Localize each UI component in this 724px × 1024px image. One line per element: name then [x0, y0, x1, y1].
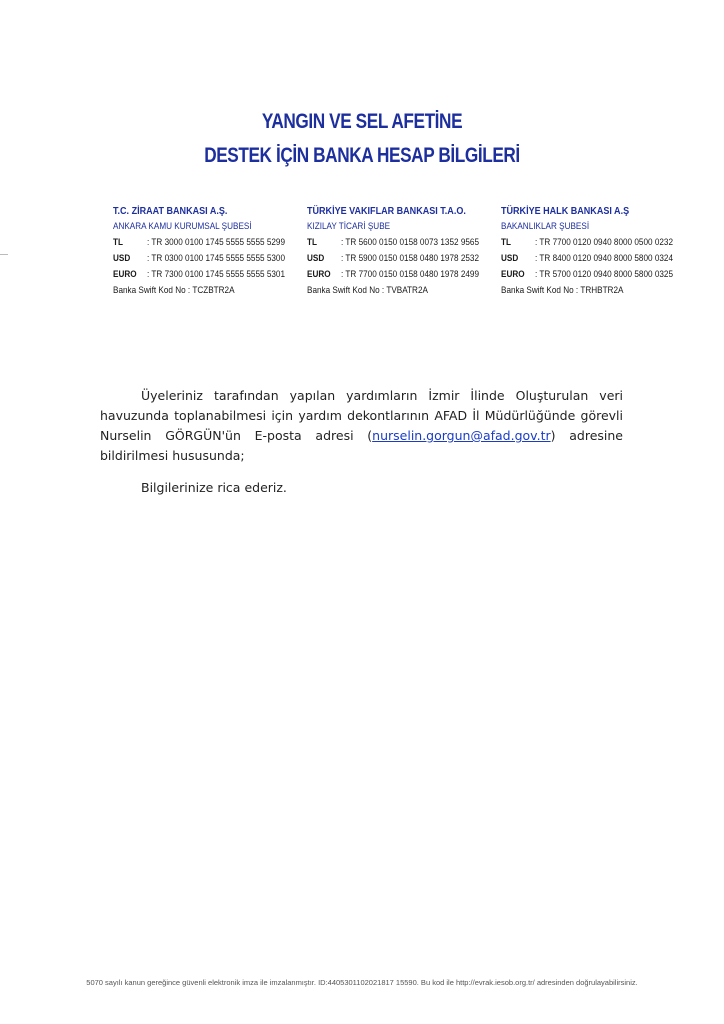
currency-label: TL	[113, 237, 123, 248]
paragraph-text-before-link: Üyeleriniz tarafından yapılan yardımların İzmir İlinde Oluşturulan veri havuzunda toplanabilmesi için yardım dekontlarının AFAD İl Müdürlüğünde görevli Nurselin GÖRGÜN'ün E-posta adresi (	[100, 388, 623, 443]
account-row-usd	[501, 251, 673, 267]
page-title-line-2: DESTEK İÇİN BANKA HESAP BİLGİLERİ	[204, 144, 520, 167]
currency-label: TL	[307, 237, 317, 248]
account-row-tl	[307, 235, 479, 251]
bank-branch: BAKANLIKLAR ŞUBESİ	[501, 221, 590, 232]
account-row-usd	[307, 251, 479, 267]
page-title-line-1: YANGIN VE SEL AFETİNE	[261, 110, 463, 133]
bank-name: TÜRKİYE VAKIFLAR BANKASI T.A.O.	[307, 205, 466, 217]
iban-value: : TR 7700 0120 0940 8000 0500 0232	[535, 237, 673, 248]
bank-block-vakiflar	[307, 203, 479, 299]
bank-block-halk	[501, 203, 673, 299]
iban-value: : TR 7700 0150 0158 0480 1978 2499	[341, 269, 479, 280]
iban-value: : TR 3000 0100 1745 5555 5555 5299	[147, 237, 285, 248]
swift-code: Banka Swift Kod No : TCZBTR2A	[113, 285, 235, 296]
swift-code: Banka Swift Kod No : TVBATR2A	[307, 285, 428, 296]
paragraph-text	[100, 386, 623, 466]
account-row-euro	[501, 267, 673, 283]
bank-branch: KIZILAY TİCARİ ŞUBE	[307, 221, 391, 232]
account-row-euro	[307, 267, 479, 283]
paragraph-text-after-link: ) adresine bildirilmesi hususunda;	[100, 428, 623, 463]
e-signature-footer: 5070 sayılı kanun gereğince güvenli elektronik imza ile imzalanmıştır. ID:4405301102021817 15590. Bu kod ile http://evrak.iesob.org.tr/ adresinden doğrulayabilirsiniz.	[86, 978, 638, 987]
bank-branch: ANKARA KAMU KURUMSAL ŞUBESİ	[113, 221, 252, 232]
currency-label: EURO	[307, 269, 331, 280]
account-row-euro	[113, 267, 285, 283]
iban-value: : TR 5600 0150 0158 0073 1352 9565	[341, 237, 479, 248]
email-link[interactable]: nurselin.gorgun@afad.gov.tr	[372, 428, 551, 443]
closing-paragraph: Bilgilerinize rica ederiz.	[141, 480, 287, 495]
currency-label: USD	[113, 253, 131, 264]
account-row-tl	[113, 235, 285, 251]
iban-value: : TR 5900 0150 0158 0480 1978 2532	[341, 253, 479, 264]
account-row-usd	[113, 251, 285, 267]
body-paragraph	[100, 386, 623, 466]
iban-value: : TR 7300 0100 1745 5555 5555 5301	[147, 269, 285, 280]
bank-name: TÜRKİYE HALK BANKASI A.Ş	[501, 205, 630, 217]
bank-block-ziraat	[113, 203, 285, 299]
iban-value: : TR 5700 0120 0940 8000 5800 0325	[535, 269, 673, 280]
currency-label: EURO	[113, 269, 137, 280]
currency-label: USD	[501, 253, 519, 264]
account-row-tl	[501, 235, 673, 251]
margin-mark	[0, 254, 8, 255]
currency-label: USD	[307, 253, 325, 264]
iban-value: : TR 0300 0100 1745 5555 5555 5300	[147, 253, 285, 264]
bank-name: T.C. ZİRAAT BANKASI A.Ş.	[113, 205, 228, 217]
currency-label: TL	[501, 237, 511, 248]
swift-code: Banka Swift Kod No : TRHBTR2A	[501, 285, 624, 296]
currency-label: EURO	[501, 269, 525, 280]
iban-value: : TR 8400 0120 0940 8000 5800 0324	[535, 253, 673, 264]
